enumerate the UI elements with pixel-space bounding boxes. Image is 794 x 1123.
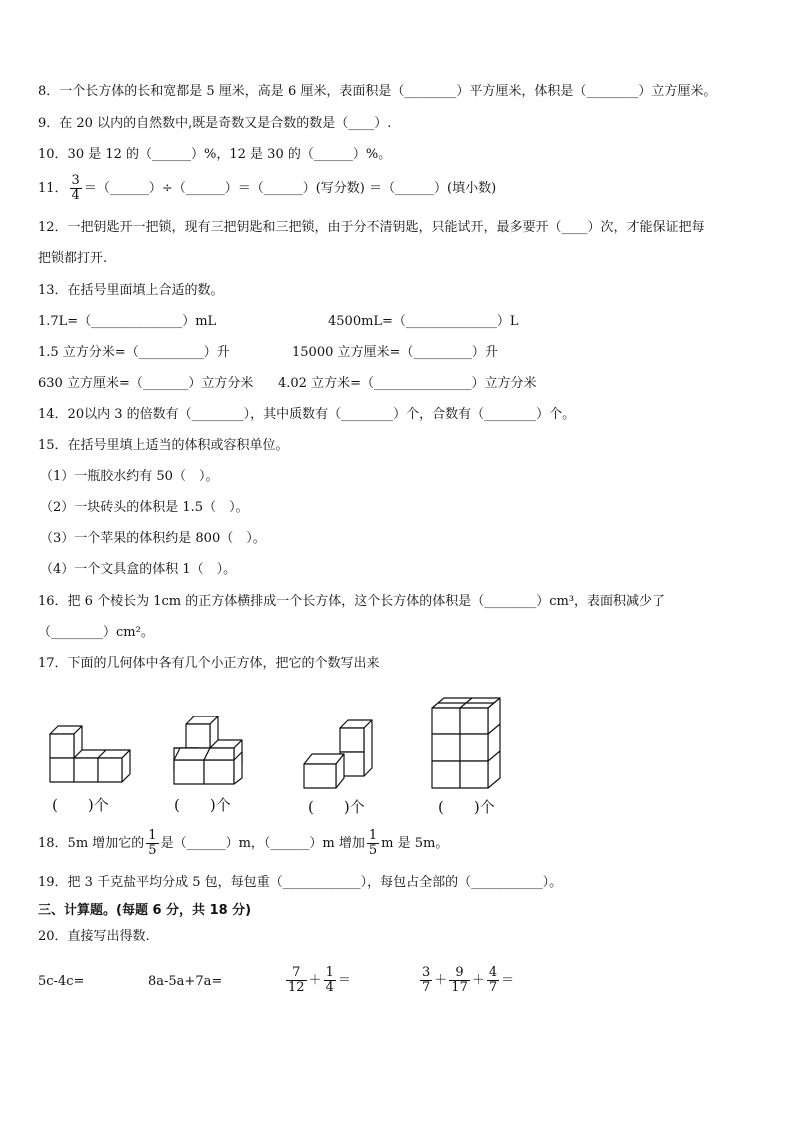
q13-item-d: 15000 立方厘米=（_________）升 — [292, 345, 498, 360]
q18-fraction-2 — [367, 829, 379, 858]
question-9: 9．在 20 以内的自然数中,既是奇数又是合数的数是（____）. — [38, 116, 392, 131]
cube-figure-3 — [300, 716, 380, 790]
q15-item-3: （3）一个苹果的体积约是 800（ ）。 — [40, 531, 266, 546]
q20-e4-n1: 3 — [422, 965, 431, 980]
q13-item-b: 4500mL=（______________）L — [328, 314, 519, 329]
figure-3-caption: ( )个 — [308, 798, 365, 816]
q11-rest: ＝（______）÷（______）＝（______）(写分数) ＝（______）(填小数) — [83, 181, 497, 196]
q20-e3-d1: 12 — [288, 980, 305, 995]
q20-e4-n2: 9 — [449, 966, 470, 981]
question-11 — [38, 174, 496, 204]
q15-item-4: （4）一个文具盒的体积 1（ ）。 — [40, 562, 237, 577]
q18-fraction-2-num: 1 — [368, 828, 378, 843]
q15-item-1: （1）一瓶胶水约有 50（ ）。 — [40, 469, 219, 484]
q11-prefix: 11． — [38, 181, 68, 196]
q13-item-f: 4.02 立方米=（_______________）立方分米 — [278, 376, 537, 391]
question-16-line2: （________）cm²。 — [38, 625, 154, 640]
question-13-title: 13．在括号里面填上合适的数。 — [38, 283, 224, 298]
q18-fraction-1-den: 5 — [148, 843, 157, 858]
q13-item-e: 630 立方厘米=（_______）立方分米 — [38, 376, 254, 391]
q20-e4-eq: ＝ — [501, 973, 515, 988]
question-12-line1: 12．一把钥匙开一把锁，现有三把钥匙和三把锁，由于分不清钥匙，只能试开，最多要开（____）次，才能保证把每 — [38, 220, 705, 235]
q13-item-a: 1.7L=（______________）mL — [38, 314, 217, 329]
q20-e4-frac-1 — [420, 966, 432, 995]
q20-e3-frac-2 — [324, 966, 336, 995]
figure-4-caption: ( )个 — [438, 798, 495, 816]
cube-figure-2 — [168, 716, 248, 788]
question-17-title: 17．下面的几何体中各有几个小正方体，把它的个数写出来 — [38, 656, 380, 671]
q20-e4-frac-2 — [449, 966, 470, 995]
question-18 — [38, 826, 448, 862]
figure-1-caption: ( )个 — [52, 796, 109, 814]
q18-part1: 18．5m 增加它的 — [38, 836, 145, 851]
q20-e4-d1: 7 — [422, 980, 431, 995]
q20-e3-op: ＋ — [308, 973, 322, 988]
question-19: 19．把 3 千克盐平均分成 5 包，每包重（____________），每包占全部的（___________）。 — [38, 875, 563, 890]
q20-e4-op2: ＋ — [471, 973, 485, 988]
q20-e4-op1: ＋ — [434, 973, 448, 988]
q18-part3: m 是 5m。 — [381, 836, 449, 851]
question-15-title: 15．在括号里填上适当的体积或容积单位。 — [38, 438, 289, 453]
q18-fraction-1 — [146, 829, 158, 858]
figure-2-caption: ( )个 — [174, 796, 231, 814]
q18-part2: 是（______）m，（______）m 增加 — [160, 836, 365, 851]
q18-fraction-1-num: 1 — [148, 828, 157, 843]
q11-denominator: 4 — [71, 188, 80, 203]
q20-e4-n3: 4 — [488, 965, 498, 980]
q20-e3-n1: 7 — [286, 966, 307, 981]
q20-e4-d3: 7 — [488, 980, 498, 995]
q20-expr-4 — [418, 962, 514, 1000]
q20-e3-frac-1 — [286, 966, 307, 995]
cube-figure-4 — [428, 694, 504, 792]
q20-expr-3 — [284, 962, 351, 1000]
q18-fraction-2-den: 5 — [368, 843, 378, 858]
question-20-title: 20．直接写出得数. — [38, 929, 150, 944]
section-3-heading: 三、计算题。(每题 6 分，共 18 分) — [38, 903, 252, 918]
question-8: 8．一个长方体的长和宽都是 5 厘米，高是 6 厘米，表面积是（________）平方厘米，体积是（________）立方厘米。 — [38, 84, 717, 99]
question-16-line1: 16．把 6 个棱长为 1cm 的正方体横排成一个长方体，这个长方体的体积是（________）cm³，表面积减少了 — [38, 594, 666, 609]
q20-expr-2: 8a-5a+7a= — [148, 974, 223, 989]
cube-figure-1 — [46, 718, 138, 788]
q20-e3-n2: 1 — [325, 965, 334, 980]
q20-e4-d2: 17 — [451, 980, 468, 995]
q15-item-2: （2）一块砖头的体积是 1.5（ ）。 — [40, 500, 249, 515]
q11-numerator: 3 — [71, 173, 80, 188]
question-12-line2: 把锁都打开. — [38, 251, 108, 266]
question-10: 10．30 是 12 的（______）%，12 是 30 的（______）%。 — [38, 147, 392, 162]
q20-e3-eq: ＝ — [337, 973, 351, 988]
q11-fraction — [70, 174, 82, 203]
q20-e3-d2: 4 — [325, 980, 334, 995]
question-14: 14．20以内 3 的倍数有（________），其中质数有（________）个，合数有（________）个。 — [38, 407, 576, 422]
q20-expr-1: 5c-4c= — [38, 974, 85, 989]
q20-e4-frac-3 — [487, 966, 499, 995]
q13-item-c: 1.5 立方分米=（__________）升 — [38, 345, 230, 360]
